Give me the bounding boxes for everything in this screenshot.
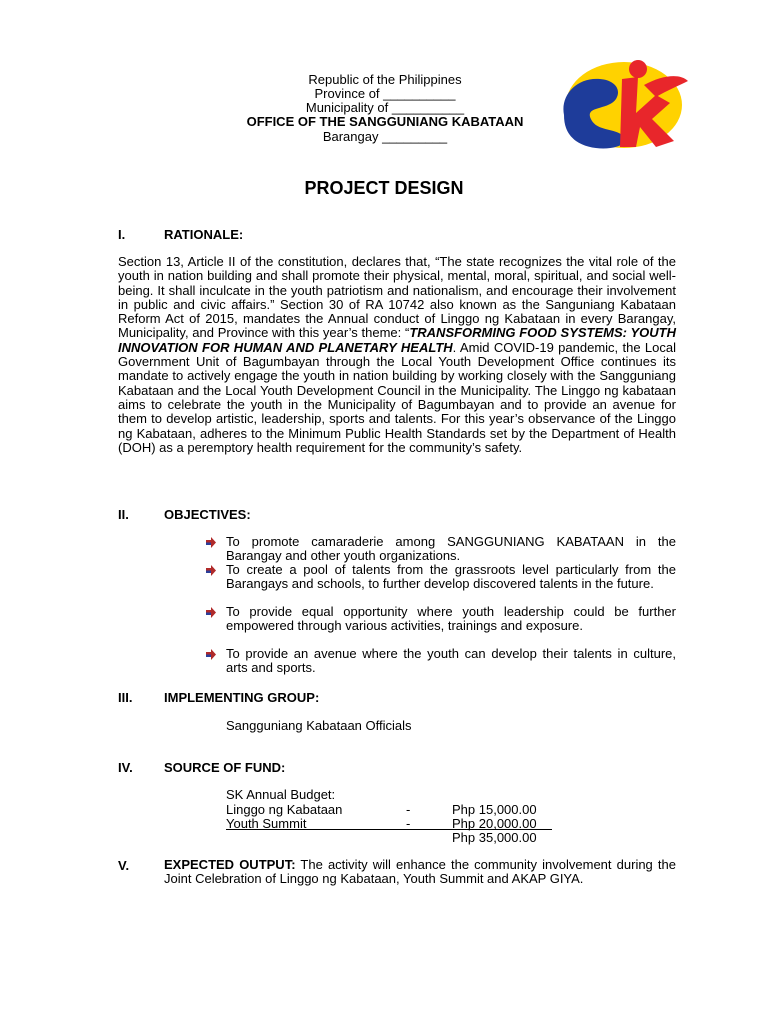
bullet-arrow-icon	[205, 607, 216, 618]
section-title-source-of-fund: SOURCE OF FUND:	[164, 760, 286, 775]
fund-row-name: Linggo ng Kabataan	[226, 802, 343, 817]
expected-output-paragraph	[164, 858, 676, 887]
document-title: PROJECT DESIGN	[304, 178, 464, 198]
bullet-arrow-icon	[205, 565, 216, 576]
header-office: OFFICE OF THE SANGGUNIANG KABATAAN	[246, 114, 524, 129]
fund-row-dash: -	[406, 802, 411, 817]
objective-text: To create a pool of talents from the grassroots level particularly from the Barangays and schools, to further develop discovered talents in the future.	[226, 562, 676, 592]
objective-text: To promote camaraderie among SANGGUNIANG KABATAAN in the Barangay and other youth organizations.	[226, 534, 676, 564]
rationale-theme: TRANSFORMING FOOD SYSTEMS: YOUTH INNOVATION FOR HUMAN AND PLANETARY HEALTH	[118, 325, 676, 355]
section-number: II.	[118, 507, 129, 522]
header-barangay: Barangay _________	[322, 129, 448, 144]
rationale-paragraph	[118, 255, 676, 455]
expected-output-label: EXPECTED OUTPUT:	[164, 857, 296, 872]
header-municipality: Municipality of __________	[305, 100, 465, 115]
rationale-text-after: . Amid COVID-19 pandemic, the Local Government Unit of Bagumbayan through the Local Youth Development Office continues its mandate to actively engage the youth in nation building by working closely with the Sangguniang Kabataan and the Local Youth Development Council in the Municipality. The Linggo ng kabataan aims to celebrate the youth in the Municipality of Bagumbayan and to provide an avenue for them to develop artistic, leadership, sports and talents. For this year’s observance of the Linggo ng Kabataan, adheres to the Minimum Public Health Standards set by the Department of Health (DOH) as a peremptory health requirement for the community’s safety.	[118, 339, 676, 455]
section-number: IV.	[118, 760, 133, 775]
header-republic: Republic of the Philippines	[308, 72, 462, 87]
objective-text: To provide an avenue where the youth can develop their talents in culture, arts and sports.	[226, 646, 676, 676]
fund-row-amount: Php 15,000.00	[452, 802, 537, 817]
header-province: Province of __________	[314, 86, 456, 101]
section-number: III.	[118, 690, 133, 705]
expected-output-text: The activity will enhance the community involvement during the Joint Celebration of Linggo ng Kabataan, Youth Summit and AKAP GIYA.	[164, 857, 676, 887]
rationale-text-before: Section 13, Article II of the constitution, declares that, “The state recognizes the vital role of the youth in nation building and shall promote their physical, mental, moral, spiritual, and social well-being. It shall inculcate in the youth patriotism and nationalism, and encourage their involvement in public and civic affairs.” Section 30 of RA 10742 also known as the Sanguniang Kabataan Reform Act of 2015, mandates the Annual conduct of Linggo ng Kabataan in every Barangay, Municipality, and Province with this year’s theme: “	[118, 254, 676, 341]
fund-total: Php 35,000.00	[452, 830, 537, 845]
fund-row-name: Youth Summit	[226, 816, 307, 831]
fund-row-amount: Php 20,000.00	[452, 816, 537, 831]
bullet-arrow-icon	[205, 649, 216, 660]
fund-label: SK Annual Budget:	[226, 787, 336, 802]
section-number: V.	[118, 858, 130, 873]
bullet-arrow-icon	[205, 537, 216, 548]
section-title-rationale: RATIONALE:	[164, 227, 244, 242]
section-title-implementing-group: IMPLEMENTING GROUP:	[164, 690, 320, 705]
section-number: I.	[118, 227, 126, 242]
objective-text: To provide equal opportunity where youth leadership could be further empowered through various activities, trainings and exposure.	[226, 604, 676, 634]
implementing-group-text: Sangguniang Kabataan Officials	[226, 718, 412, 733]
section-title-objectives: OBJECTIVES:	[164, 507, 251, 522]
fund-row-dash: -	[406, 816, 411, 831]
sk-logo-icon	[552, 55, 694, 155]
